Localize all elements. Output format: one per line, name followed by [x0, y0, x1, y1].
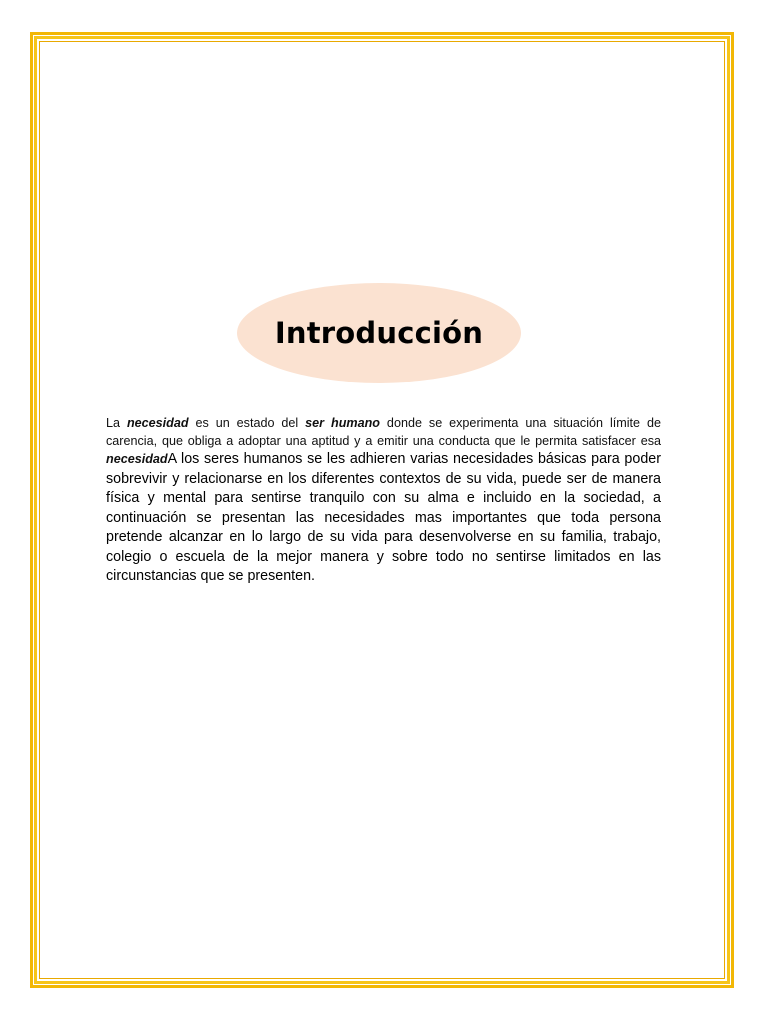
- term-ser-humano: ser humano: [305, 416, 380, 430]
- term-necesidad: necesidad: [126, 416, 189, 430]
- paragraph-lead: La necesidad es un estado del ser humano donde se experimenta una situación límite de carencia, que obliga a adoptar una aptitud y a emitir una conducta que le permita satisfacer esa necesidad: [106, 416, 661, 466]
- page-title: Introducción: [274, 316, 484, 350]
- paragraph-body: A los seres humanos se les adhieren varias necesidades básicas para poder sobrevivir y relacionarse en los diferentes contextos de su vida, puede ser de manera física y mental para sentirse tranquilo con su alma e incluido en la sociedad, a continuación se presentan las necesidades mas importantes que toda persona pretende alcanzar en lo largo de su vida para desenvolverse en su familia, trabajo, colegio o escuela de la mejor manera y sobre todo no sentirse limitados en las circunstancias que se presenten.: [106, 451, 661, 584]
- title-oval: [237, 283, 521, 383]
- term-necesidad-2: necesidad: [106, 452, 168, 466]
- intro-paragraph: [106, 414, 661, 587]
